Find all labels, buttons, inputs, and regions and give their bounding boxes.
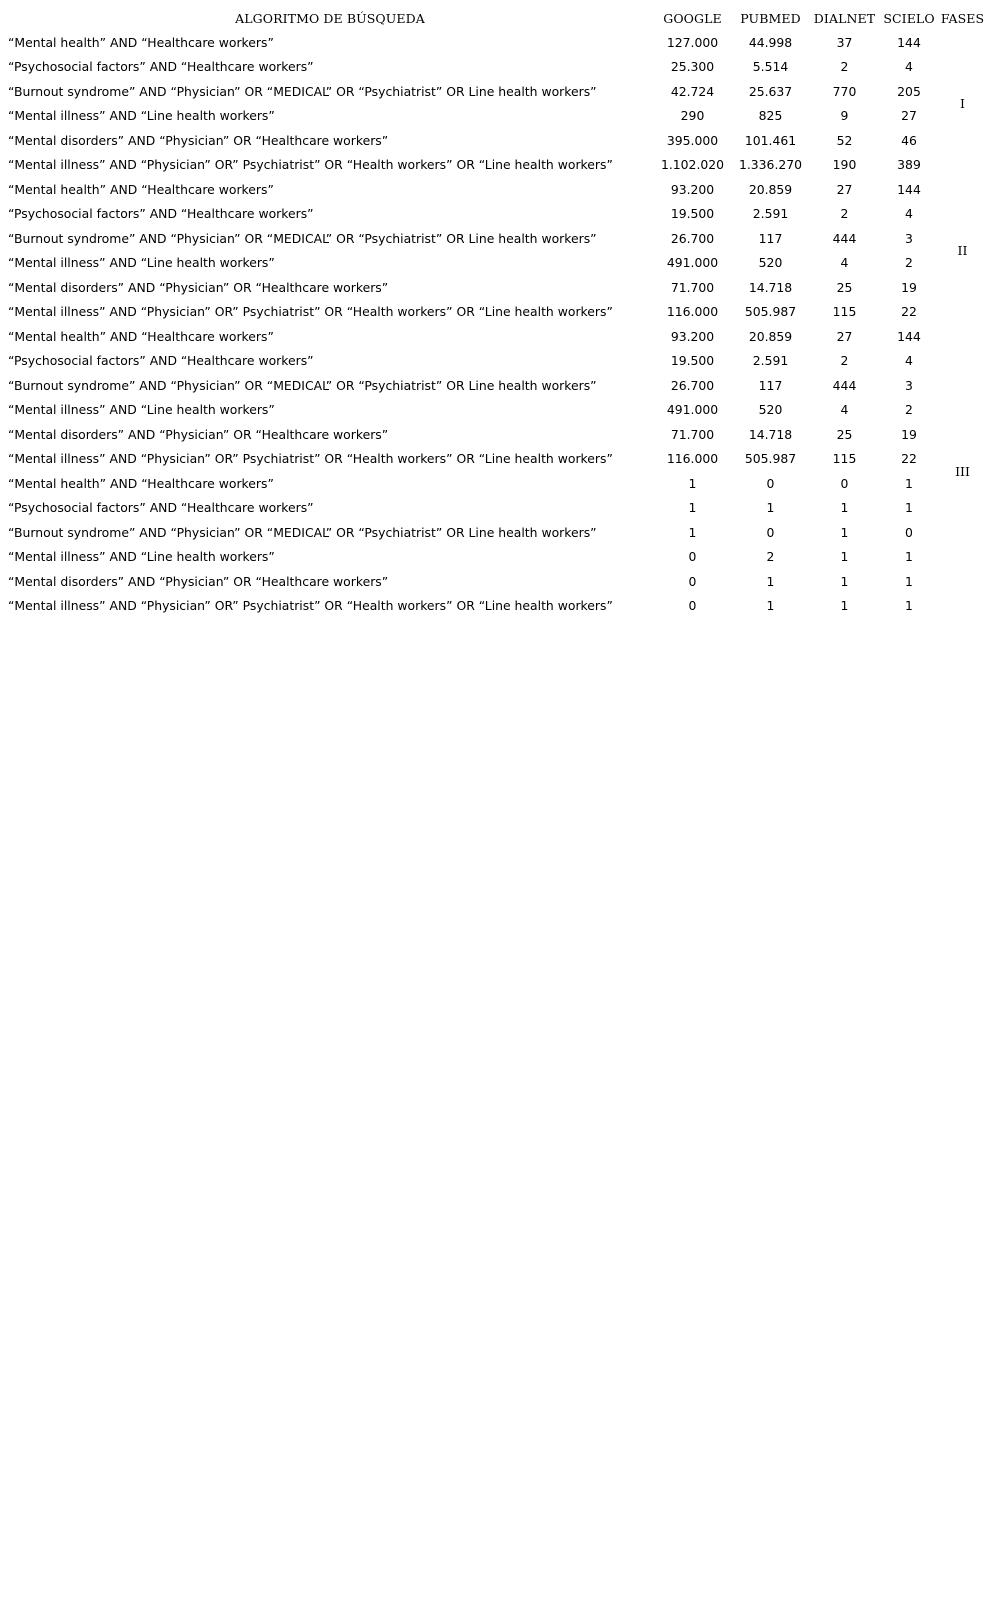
search-query-cell: “Mental illness” AND “Line health workers” (8, 255, 275, 271)
table-row (6, 177, 986, 202)
pubmed-count-cell: 520 (758, 402, 783, 418)
dialnet-count-cell: 1 (840, 549, 849, 565)
dialnet-count-cell: 2 (840, 353, 849, 369)
google-count-cell: 1.102.020 (660, 157, 725, 173)
google-count-cell: 116.000 (666, 451, 719, 467)
table-row (6, 422, 986, 447)
pubmed-count-cell: 14.718 (748, 426, 793, 442)
google-count-cell: 71.700 (670, 279, 715, 295)
pubmed-count-cell: 1 (766, 500, 775, 516)
google-count-cell: 25.300 (670, 59, 715, 75)
search-query-cell: “Mental health” AND “Healthcare workers” (8, 475, 274, 491)
dialnet-count-cell: 2 (840, 59, 849, 75)
dialnet-count-cell: 190 (832, 157, 857, 173)
scielo-count-cell: 1 (905, 598, 913, 614)
search-query-cell: “Mental illness” AND “Physician” OR” Psychiatrist” OR “Health workers” OR “Line health workers” (8, 157, 613, 173)
pubmed-count-cell: 520 (758, 255, 783, 271)
google-count-cell: 127.000 (666, 34, 719, 50)
scielo-count-cell: 4 (905, 353, 913, 369)
pubmed-count-cell: 2.591 (752, 353, 789, 369)
pubmed-count-cell: 117 (758, 230, 783, 246)
search-query-cell: “Mental illness” AND “Line health workers” (8, 108, 275, 124)
search-query-cell: “Mental illness” AND “Physician” OR” Psychiatrist” OR “Health workers” OR “Line health workers” (8, 598, 613, 614)
google-count-cell: 26.700 (670, 230, 715, 246)
search-query-cell: “Psychosocial factors” AND “Healthcare workers” (8, 500, 314, 516)
scielo-count-cell: 46 (901, 132, 917, 148)
google-count-cell: 93.200 (670, 328, 715, 344)
google-count-cell: 42.724 (670, 83, 715, 99)
table-row (6, 496, 986, 521)
search-query-cell: “Mental disorders” AND “Physician” OR “Healthcare workers” (8, 279, 389, 295)
table-row (6, 300, 986, 325)
scielo-count-cell: 205 (897, 83, 921, 99)
google-count-cell: 93.200 (670, 181, 715, 197)
dialnet-count-cell: 25 (836, 426, 853, 442)
table-row (6, 128, 986, 153)
table-row (6, 520, 986, 545)
search-query-cell: “Mental health” AND “Healthcare workers” (8, 34, 274, 50)
google-count-cell: 491.000 (666, 402, 719, 418)
google-count-cell: 116.000 (666, 304, 719, 320)
pubmed-count-cell: 1.336.270 (738, 157, 803, 173)
table-row (6, 545, 986, 570)
search-query-cell: “Burnout syndrome” AND “Physician” OR “MEDICAL” OR “Psychiatrist” OR Line health workers” (8, 377, 597, 393)
search-query-cell: “Mental health” AND “Healthcare workers” (8, 181, 274, 197)
search-query-cell: “Burnout syndrome” AND “Physician” OR “MEDICAL” OR “Psychiatrist” OR Line health workers” (8, 83, 597, 99)
scielo-count-cell: 4 (905, 206, 913, 222)
pubmed-count-cell: 505.987 (744, 304, 797, 320)
pubmed-count-cell: 825 (758, 108, 783, 124)
google-count-cell: 19.500 (670, 206, 715, 222)
search-results-table (6, 6, 986, 618)
phase-label-cell: I (960, 96, 965, 111)
search-query-cell: “Mental illness” AND “Line health workers” (8, 402, 275, 418)
search-query-cell: “Burnout syndrome” AND “Physician” OR “MEDICAL” OR “Psychiatrist” OR Line health workers” (8, 230, 597, 246)
google-count-cell: 0 (688, 573, 697, 589)
google-count-cell: 19.500 (670, 353, 715, 369)
table-row (6, 471, 986, 496)
scielo-count-cell: 0 (905, 524, 913, 540)
dialnet-count-cell: 1 (840, 598, 849, 614)
search-query-cell: “Mental illness” AND “Physician” OR” Psychiatrist” OR “Health workers” OR “Line health workers” (8, 304, 613, 320)
scielo-count-cell: 22 (901, 304, 917, 320)
header-phases: FASES (940, 10, 985, 26)
dialnet-count-cell: 2 (840, 206, 849, 222)
google-count-cell: 290 (680, 108, 705, 124)
header-row (6, 6, 986, 30)
pubmed-count-cell: 2 (766, 549, 775, 565)
table-row (6, 202, 986, 227)
search-query-cell: “Psychosocial factors” AND “Healthcare workers” (8, 59, 314, 75)
scielo-count-cell: 19 (901, 279, 917, 295)
dialnet-count-cell: 1 (840, 573, 849, 589)
table-row (6, 349, 986, 374)
table-row (6, 79, 986, 104)
search-query-cell: “Mental disorders” AND “Physician” OR “Healthcare workers” (8, 426, 389, 442)
scielo-count-cell: 1 (905, 475, 913, 491)
table-row (6, 594, 986, 619)
search-query-cell: “Mental disorders” AND “Physician” OR “Healthcare workers” (8, 573, 389, 589)
table-row (6, 30, 986, 55)
google-count-cell: 491.000 (666, 255, 719, 271)
pubmed-count-cell: 5.514 (752, 59, 789, 75)
scielo-count-cell: 389 (897, 157, 921, 173)
pubmed-count-cell: 117 (758, 377, 783, 393)
search-query-cell: “Psychosocial factors” AND “Healthcare workers” (8, 353, 314, 369)
scielo-count-cell: 144 (897, 34, 921, 50)
scielo-count-cell: 2 (905, 255, 913, 271)
dialnet-count-cell: 4 (840, 255, 849, 271)
dialnet-count-cell: 25 (836, 279, 853, 295)
pubmed-count-cell: 505.987 (744, 451, 797, 467)
pubmed-count-cell: 2.591 (752, 206, 789, 222)
pubmed-count-cell: 20.859 (748, 328, 793, 344)
scielo-count-cell: 2 (905, 402, 913, 418)
table-row (6, 275, 986, 300)
scielo-count-cell: 27 (901, 108, 917, 124)
scielo-count-cell: 1 (905, 500, 913, 516)
dialnet-count-cell: 9 (840, 108, 849, 124)
dialnet-count-cell: 27 (836, 328, 853, 344)
phase-label-cell: II (957, 243, 968, 258)
dialnet-count-cell: 4 (840, 402, 849, 418)
google-count-cell: 1 (688, 500, 697, 516)
dialnet-count-cell: 1 (840, 524, 849, 540)
scielo-count-cell: 1 (905, 573, 913, 589)
google-count-cell: 26.700 (670, 377, 715, 393)
google-count-cell: 1 (688, 475, 697, 491)
search-query-cell: “Psychosocial factors” AND “Healthcare workers” (8, 206, 314, 222)
dialnet-count-cell: 444 (832, 377, 857, 393)
pubmed-count-cell: 1 (766, 573, 775, 589)
pubmed-count-cell: 0 (766, 475, 775, 491)
dialnet-count-cell: 444 (832, 230, 857, 246)
header-dialnet: DIALNET (813, 10, 876, 26)
pubmed-count-cell: 44.998 (748, 34, 793, 50)
table-row (6, 324, 986, 349)
pubmed-count-cell: 20.859 (748, 181, 793, 197)
dialnet-count-cell: 0 (840, 475, 849, 491)
google-count-cell: 0 (688, 598, 697, 614)
dialnet-count-cell: 770 (832, 83, 857, 99)
scielo-count-cell: 22 (901, 451, 917, 467)
search-query-cell: “Mental health” AND “Healthcare workers” (8, 328, 274, 344)
dialnet-count-cell: 27 (836, 181, 853, 197)
dialnet-count-cell: 115 (832, 451, 857, 467)
search-query-cell: “Mental illness” AND “Physician” OR” Psychiatrist” OR “Health workers” OR “Line health workers” (8, 451, 613, 467)
table-row (6, 373, 986, 398)
table-row (6, 153, 986, 178)
table-row (6, 226, 986, 251)
pubmed-count-cell: 1 (766, 598, 775, 614)
dialnet-count-cell: 1 (840, 500, 849, 516)
table-row (6, 569, 986, 594)
scielo-count-cell: 3 (905, 377, 913, 393)
scielo-count-cell: 4 (905, 59, 913, 75)
search-query-cell: “Mental illness” AND “Line health workers” (8, 549, 275, 565)
header-scielo: SCIELO (883, 10, 935, 26)
pubmed-count-cell: 25.637 (748, 83, 793, 99)
header-google: GOOGLE (663, 10, 722, 26)
scielo-count-cell: 144 (897, 181, 921, 197)
pubmed-count-cell: 0 (766, 524, 775, 540)
pubmed-count-cell: 101.461 (744, 132, 797, 148)
table-row (6, 55, 986, 80)
scielo-count-cell: 144 (897, 328, 921, 344)
google-count-cell: 1 (688, 524, 697, 540)
scielo-count-cell: 1 (905, 549, 913, 565)
search-query-cell: “Mental disorders” AND “Physician” OR “Healthcare workers” (8, 132, 389, 148)
dialnet-count-cell: 52 (836, 132, 853, 148)
scielo-count-cell: 19 (901, 426, 917, 442)
google-count-cell: 395.000 (666, 132, 719, 148)
table-row (6, 447, 986, 472)
phase-label-cell: III (955, 463, 970, 479)
table-row (6, 104, 986, 129)
header-pubmed: PUBMED (740, 10, 801, 26)
header-algorithm: ALGORITMO DE BÚSQUEDA (235, 10, 425, 26)
google-count-cell: 71.700 (670, 426, 715, 442)
table-row (6, 398, 986, 423)
dialnet-count-cell: 115 (832, 304, 857, 320)
scielo-count-cell: 3 (905, 230, 913, 246)
google-count-cell: 0 (688, 549, 697, 565)
dialnet-count-cell: 37 (836, 34, 853, 50)
pubmed-count-cell: 14.718 (748, 279, 793, 295)
search-query-cell: “Burnout syndrome” AND “Physician” OR “MEDICAL” OR “Psychiatrist” OR Line health workers” (8, 524, 597, 540)
table-row (6, 251, 986, 276)
table-body (6, 30, 986, 618)
